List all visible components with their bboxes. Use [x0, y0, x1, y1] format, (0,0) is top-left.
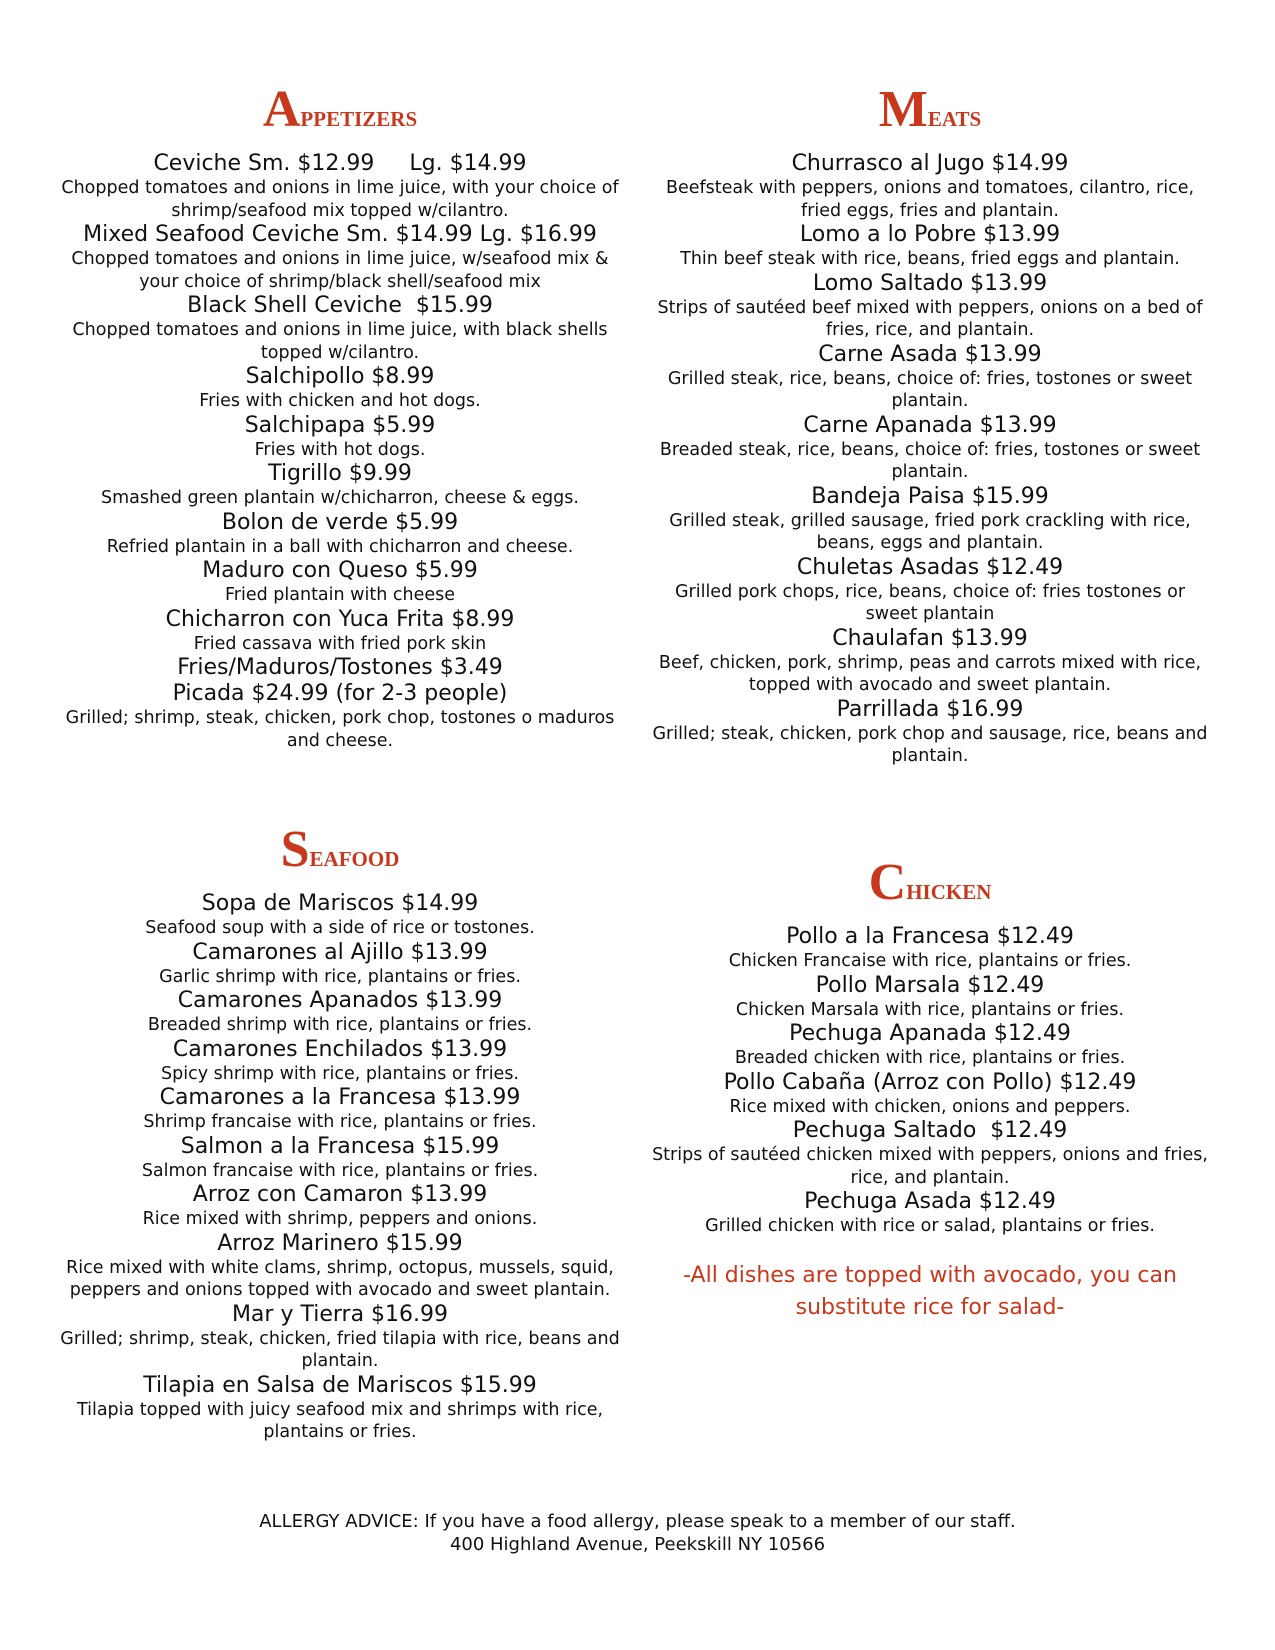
menu-item: [60, 1085, 620, 1134]
menu-item: [60, 940, 620, 989]
menu-item: [60, 1037, 620, 1086]
menu-item-title: Salmon a la Francesa $15.99: [180, 1133, 500, 1159]
menu-item-title: Camarones Apanados $13.99: [177, 988, 503, 1013]
menu-item-description: Seafood soup with a side of rice or tostones.: [145, 918, 535, 938]
menu-item-description: Thin beef steak with rice, beans, fried eggs and plantain.: [680, 249, 1180, 269]
appetizers-heading-initial: A: [262, 81, 301, 138]
menu-item-description: Rice mixed with chicken, onions and peppers.: [729, 1096, 1131, 1117]
menu-item: [650, 697, 1210, 768]
menu-item-description: Chopped tomatoes and onions in lime juice, w/seafood mix & your choice of shrimp/black shell/seafood mix: [71, 249, 609, 292]
menu-item: [650, 973, 1210, 1022]
menu-item-title: Pechuga Apanada $12.49: [789, 1021, 1071, 1046]
menu-item-title: Chicharron con Yuca Frita $8.99: [165, 606, 515, 632]
meats-list: [650, 151, 1210, 768]
menu-item-title: Picada $24.99 (for 2-3 people): [172, 681, 508, 706]
menu-item-description: Chicken Francaise with rice, plantains or fries.: [728, 951, 1132, 971]
menu-item-title: Ceviche Sm. $12.99 Lg. $14.99: [153, 151, 527, 176]
menu-item: [60, 607, 620, 656]
menu-item: [60, 151, 620, 222]
menu-item-title: Arroz Marinero $15.99: [217, 1230, 463, 1256]
menu-item-title: Arroz con Camaron $13.99: [192, 1182, 488, 1207]
seafood-section: [60, 822, 620, 1444]
menu-item-title: Maduro con Queso $5.99: [202, 558, 478, 583]
menu-item-title: Black Shell Ceviche $15.99: [187, 293, 493, 318]
meats-heading: [650, 82, 1210, 145]
menu-item: [60, 1373, 620, 1444]
menu-item-title: Tigrillo $9.99: [268, 461, 412, 486]
menu-item-title: Pechuga Saltado $12.49: [792, 1118, 1068, 1143]
menu-item: [60, 1302, 620, 1373]
menu-item-title: Salchipollo $8.99: [245, 364, 435, 389]
menu-item: [650, 271, 1210, 342]
meats-section: [650, 82, 1210, 768]
menu-item-title: Pollo Marsala $12.49: [815, 972, 1045, 998]
menu-item-description: Chopped tomatoes and onions in lime juice, with your choice of shrimp/seafood mix topped w/cilantro.: [61, 178, 619, 221]
menu-item-description: Grilled; shrimp, steak, chicken, fried tilapia with rice, beans and plantain.: [60, 1328, 620, 1371]
menu-item: [650, 626, 1210, 697]
menu-item-title: Pechuga Asada $12.49: [804, 1189, 1056, 1214]
menu-item: [60, 1134, 620, 1183]
menu-item-description: Grilled pork chops, rice, beans, choice of: fries tostones or sweet plantain: [674, 581, 1186, 624]
menu-item-title: Bolon de verde $5.99: [221, 509, 459, 535]
meats-heading-initial: M: [878, 81, 928, 138]
menu-item: [60, 891, 620, 940]
address: 400 Highland Avenue, Peekskill NY 10566: [449, 1534, 826, 1555]
chicken-section: [650, 855, 1210, 1324]
menu-item: [650, 1021, 1210, 1070]
menu-item-title: Bandeja Paisa $15.99: [811, 483, 1049, 509]
menu-item: [650, 413, 1210, 484]
menu-item-description: Grilled chicken with rice or salad, plantains or fries.: [705, 1216, 1155, 1236]
menu-item-description: Rice mixed with white clams, shrimp, octopus, mussels, squid, peppers and onions topped with avocado and sweet plantain.: [66, 1257, 614, 1300]
menu-item: [60, 681, 620, 752]
menu-item-title: Camarones Enchilados $13.99: [172, 1036, 508, 1062]
menu-item-description: Fried cassava with fried pork skin: [193, 633, 487, 654]
seafood-heading: [60, 822, 620, 885]
menu-item-description: Grilled steak, grilled sausage, fried pork crackling with rice, beans, eggs and plantain.: [669, 510, 1191, 553]
menu-item-description: Beefsteak with peppers, onions and tomatoes, cilantro, rice, fried eggs, fries and plantain.: [665, 178, 1195, 221]
menu-item: [650, 924, 1210, 973]
menu-item-title: Mar y Tierra $16.99: [231, 1301, 449, 1327]
meats-heading-rest: eats: [927, 100, 982, 133]
menu-item-description: Salmon francaise with rice, plantains or fries.: [141, 1160, 539, 1181]
menu-item: [650, 484, 1210, 555]
allergy-advice: ALLERGY ADVICE: If you have a food allergy, please speak to a member of our staff.: [259, 1511, 1016, 1532]
menu-item: [650, 222, 1210, 271]
menu-item: [60, 988, 620, 1037]
chicken-heading-initial: C: [868, 854, 907, 911]
menu-item-title: Sopa de Mariscos $14.99: [201, 891, 479, 916]
footer: [0, 1510, 1275, 1556]
menu-item-description: Grilled; shrimp, steak, chicken, pork chop, tostones o maduros and cheese.: [65, 708, 615, 751]
menu-item-description: Grilled steak, rice, beans, choice of: fries, tostones or sweet plantain.: [667, 368, 1193, 411]
menu-item-title: Carne Apanada $13.99: [803, 412, 1057, 438]
menu-item-description: Fries with hot dogs.: [254, 439, 426, 460]
menu-item: [60, 293, 620, 364]
menu-item: [60, 1182, 620, 1231]
appetizers-heading: [60, 82, 620, 145]
menu-item-title: Tilapia en Salsa de Mariscos $15.99: [143, 1372, 537, 1398]
menu-item: [650, 342, 1210, 413]
menu-item-title: Chaulafan $13.99: [832, 625, 1028, 651]
menu-item: [60, 510, 620, 559]
menu-item-description: Chicken Marsala with rice, plantains or fries.: [735, 999, 1125, 1020]
menu-item-title: Salchipapa $5.99: [244, 412, 436, 438]
menu-item: [650, 151, 1210, 222]
seafood-heading-initial: S: [280, 821, 310, 878]
menu-item: [60, 222, 620, 293]
menu-item: [60, 364, 620, 413]
menu-item-title: Fries/Maduros/Tostones $3.49: [177, 655, 503, 680]
seafood-list: [60, 891, 620, 1444]
menu-item-title: Camarones a la Francesa $13.99: [159, 1085, 521, 1110]
menu-item-title: Churrasco al Jugo $14.99: [791, 151, 1069, 176]
avocado-note: -All dishes are topped with avocado, you can substitute rice for salad-: [683, 1262, 1177, 1320]
menu-item-title: Camarones al Ajillo $13.99: [192, 939, 488, 965]
menu-item-description: Strips of sautéed beef mixed with peppers, onions on a bed of fries, rice, and plantain.: [657, 297, 1203, 340]
menu-item-description: Grilled; steak, chicken, pork chop and sausage, rice, beans and plantain.: [652, 723, 1208, 766]
menu-item-title: Chuletas Asadas $12.49: [796, 554, 1064, 580]
chicken-heading: [650, 855, 1210, 918]
appetizers-heading-rest: ppetizers: [300, 100, 418, 133]
menu-item: [650, 1118, 1210, 1189]
menu-item-description: Refried plantain in a ball with chicharron and cheese.: [106, 536, 574, 557]
menu-item-description: Shrimp francaise with rice, plantains or fries.: [143, 1112, 537, 1132]
menu-item: [60, 413, 620, 462]
menu-item: [60, 558, 620, 607]
menu-item-title: Lomo a lo Pobre $13.99: [799, 222, 1061, 247]
menu-item-description: Garlic shrimp with rice, plantains or fries.: [159, 966, 521, 987]
menu-item-title: Parrillada $16.99: [836, 696, 1024, 722]
menu-item-description: Beef, chicken, pork, shrimp, peas and carrots mixed with rice, topped with avocado and sweet plantain.: [658, 652, 1202, 695]
menu-item-description: Chopped tomatoes and onions in lime juice, with black shells topped w/cilantro.: [72, 320, 608, 363]
chicken-list: [650, 924, 1210, 1238]
menu-item: [650, 555, 1210, 626]
menu-item-title: Pollo Cabaña (Arroz con Pollo) $12.49: [723, 1069, 1137, 1095]
menu-item-description: Strips of sautéed chicken mixed with peppers, onions and fries, rice, and plantain.: [652, 1145, 1208, 1188]
menu-item: [650, 1070, 1210, 1119]
menu-item-description: Fried plantain with cheese: [225, 585, 455, 605]
menu-item-title: Mixed Seafood Ceviche Sm. $14.99 Lg. $16.99: [83, 222, 597, 247]
menu-item-description: Breaded chicken with rice, plantains or fries.: [734, 1048, 1126, 1068]
menu-item-description: Rice mixed with shrimp, peppers and onions.: [142, 1209, 538, 1229]
menu-item-description: Tilapia topped with juicy seafood mix and shrimps with rice, plantains or fries.: [76, 1399, 604, 1442]
menu-item-description: Breaded shrimp with rice, plantains or fries.: [147, 1015, 533, 1035]
menu-item-title: Lomo Saltado $13.99: [812, 270, 1048, 296]
chicken-heading-rest: hicken: [906, 873, 992, 906]
menu-item-title: Carne Asada $13.99: [818, 341, 1042, 367]
appetizers-section: [60, 82, 620, 752]
menu-item: [60, 655, 620, 681]
menu-item-description: Fries with chicken and hot dogs.: [199, 391, 481, 411]
menu-item: [60, 1231, 620, 1302]
appetizers-list: [60, 151, 620, 752]
menu-item-description: Spicy shrimp with rice, plantains or fries.: [161, 1063, 519, 1084]
menu-item: [60, 461, 620, 510]
menu-item-description: Breaded steak, rice, beans, choice of: fries, tostones or sweet plantain.: [659, 439, 1201, 482]
seafood-heading-rest: eafood: [309, 840, 400, 873]
menu-item-description: Smashed green plantain w/chicharron, cheese & eggs.: [101, 488, 579, 508]
menu-item-title: Pollo a la Francesa $12.49: [786, 924, 1074, 949]
menu-item: [650, 1189, 1210, 1238]
